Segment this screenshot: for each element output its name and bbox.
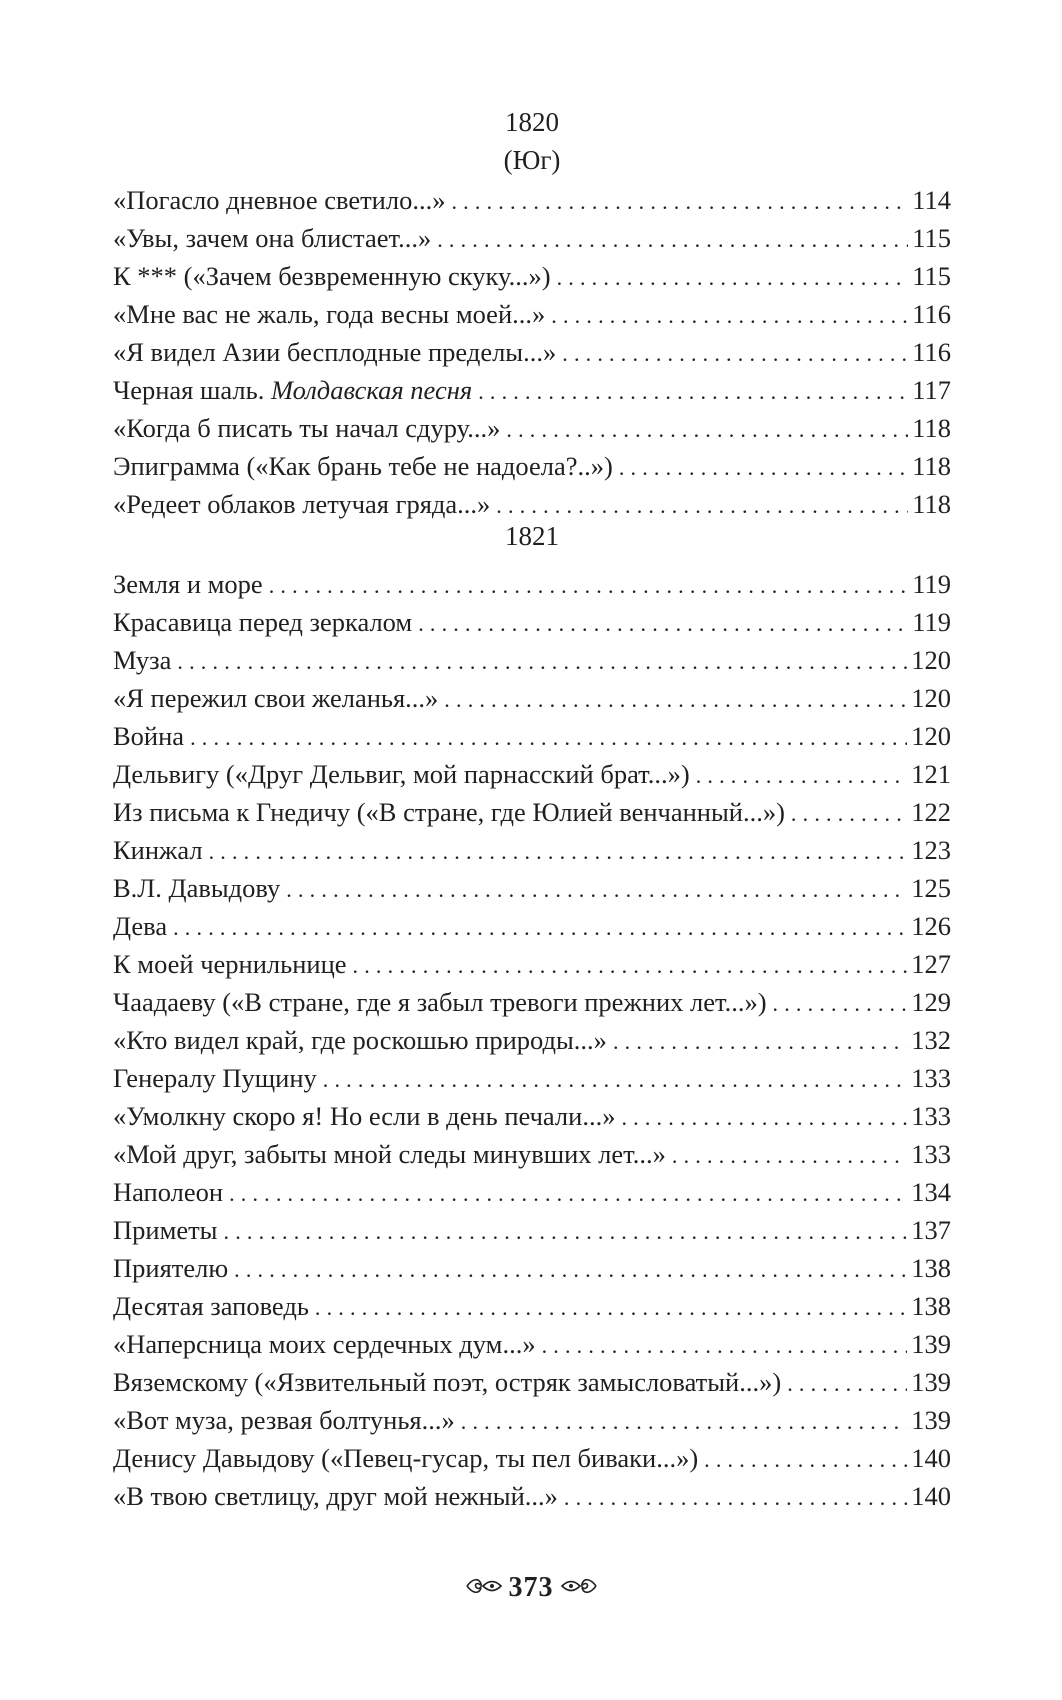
dot-leader xyxy=(190,719,907,757)
toc-entry[interactable] xyxy=(113,755,951,793)
toc-entry[interactable] xyxy=(113,1211,951,1249)
toc-entry-title: В.Л. Давыдову xyxy=(113,873,281,903)
toc-entry-page: 115 xyxy=(912,261,951,291)
toc-entry[interactable] xyxy=(113,717,951,755)
toc-entry-title: Дельвигу («Друг Дельвиг, мой парнасский брат...») xyxy=(113,759,690,789)
toc-entry-title: «Я пережил свои желанья...» xyxy=(113,683,439,713)
toc-entry-title: «Увы, зачем она блистает...» xyxy=(113,223,432,253)
toc-entry[interactable] xyxy=(113,1021,951,1059)
toc-entry-page: 118 xyxy=(912,451,951,481)
toc-entry-page: 123 xyxy=(911,835,951,865)
toc-entry[interactable] xyxy=(113,1249,951,1287)
toc-entry-page: 129 xyxy=(911,987,951,1017)
toc-entry-page: 121 xyxy=(911,759,951,789)
toc-entry-page: 139 xyxy=(911,1405,951,1435)
toc-entry-title: Вяземскому («Язвительный поэт, остряк замысловатый...») xyxy=(113,1367,782,1397)
toc-entry-page: 116 xyxy=(912,337,951,367)
toc-entry-title: Эпиграмма («Как брань тебе не надоела?..») xyxy=(113,451,613,481)
toc-entry[interactable] xyxy=(113,907,951,945)
toc-entry-title: «Редеет облаков летучая гряда...» xyxy=(113,489,491,519)
dot-leader xyxy=(564,1479,907,1517)
toc-entry-title: «Умолкну скоро я! Но если в день печали...» xyxy=(113,1101,616,1131)
dot-leader xyxy=(418,605,908,643)
toc-entry-title: Война xyxy=(113,721,185,751)
dot-leader xyxy=(353,947,908,985)
toc-entry[interactable] xyxy=(113,1401,951,1439)
toc-entry-page: 118 xyxy=(912,489,951,519)
toc-entry-title: Муза xyxy=(113,645,172,675)
toc-entry-page: 114 xyxy=(912,185,951,215)
dot-leader xyxy=(704,1441,907,1479)
toc-entry-title: Денису Давыдову («Певец-гусар, ты пел биваки...») xyxy=(113,1443,699,1473)
dot-leader xyxy=(478,373,908,411)
toc-entry-title: «Я видел Азии бесплодные пределы...» xyxy=(113,337,557,367)
toc-entry-page: 120 xyxy=(911,683,951,713)
toc-list-1820 xyxy=(113,181,951,523)
toc-entry-title: «Кто видел край, где роскошью природы...» xyxy=(113,1025,607,1055)
dot-leader xyxy=(787,1365,907,1403)
toc-entry[interactable] xyxy=(113,1135,951,1173)
toc-entry-title: Десятая заповедь xyxy=(113,1291,309,1321)
dot-leader xyxy=(461,1403,908,1441)
dot-leader xyxy=(621,1099,907,1137)
toc-entry[interactable] xyxy=(113,1173,951,1211)
section-heading-subtitle: (Юг) xyxy=(503,145,561,175)
toc-entry-page: 139 xyxy=(911,1329,951,1359)
toc-entry-page: 133 xyxy=(911,1139,951,1169)
toc-entry[interactable] xyxy=(113,1287,951,1325)
flourish-right-icon xyxy=(560,1574,598,1603)
toc-entry[interactable] xyxy=(113,565,951,603)
dot-leader xyxy=(672,1137,907,1175)
dot-leader xyxy=(619,449,908,487)
toc-entry-title: Дева xyxy=(113,911,168,941)
page-footer xyxy=(0,1572,1062,1604)
toc-entry-page: 127 xyxy=(911,949,951,979)
dot-leader xyxy=(173,909,907,947)
toc-entry-page: 120 xyxy=(911,721,951,751)
dot-leader xyxy=(229,1175,907,1213)
toc-entry-title: К *** («Зачем безвременную скуку...») xyxy=(113,261,551,291)
dot-leader xyxy=(269,567,909,605)
section-heading-year: 1821 xyxy=(505,521,559,551)
toc-entry-page: 138 xyxy=(911,1291,951,1321)
toc-entry-page: 132 xyxy=(911,1025,951,1055)
toc-entry[interactable] xyxy=(113,945,951,983)
dot-leader xyxy=(773,985,908,1023)
toc-entry[interactable] xyxy=(113,603,951,641)
toc-entry-title: Чаадаеву («В стране, где я забыл тревоги прежних лет...») xyxy=(113,987,767,1017)
toc-entry-page: 133 xyxy=(911,1101,951,1131)
toc-entry-title: «Наперсница моих сердечных дум...» xyxy=(113,1329,536,1359)
dot-leader xyxy=(451,183,908,221)
dot-leader xyxy=(437,221,908,259)
dot-leader xyxy=(791,795,907,833)
toc-entry[interactable] xyxy=(113,983,951,1021)
toc-entry-page: 125 xyxy=(911,873,951,903)
toc-entry[interactable] xyxy=(113,641,951,679)
toc-entry[interactable] xyxy=(113,793,951,831)
dot-leader xyxy=(506,411,908,449)
toc-entry-title: Из письма к Гнедичу («В стране, где Юлией венчанный...») xyxy=(113,797,785,827)
toc-entry-page: 137 xyxy=(911,1215,951,1245)
section-1820 xyxy=(113,103,951,523)
toc-entry-title: Приятелю xyxy=(113,1253,229,1283)
dot-leader xyxy=(562,335,908,373)
page-number: 373 xyxy=(508,1572,554,1603)
toc-entry-title: Красавица перед зеркалом xyxy=(113,607,413,637)
toc-entry-page: 117 xyxy=(912,375,951,405)
toc-list-1821 xyxy=(113,565,951,1515)
toc-entry-page: 140 xyxy=(911,1443,951,1473)
toc-entry-title: Земля и море xyxy=(113,569,263,599)
toc-entry[interactable] xyxy=(113,1363,951,1401)
toc-entry[interactable] xyxy=(113,679,951,717)
toc-entry-title: «Погасло дневное светило...» xyxy=(113,185,446,215)
toc-entry-title: «Мой друг, забыты мной следы минувших лет...» xyxy=(113,1139,666,1169)
dot-leader xyxy=(209,833,908,871)
toc-entry[interactable] xyxy=(113,1059,951,1097)
toc-entry-page: 120 xyxy=(911,645,951,675)
toc-entry-title: Приметы xyxy=(113,1215,218,1245)
toc-entry[interactable] xyxy=(113,333,951,371)
toc-entry[interactable] xyxy=(113,219,951,257)
toc-entry[interactable] xyxy=(113,1097,951,1135)
toc-entry[interactable] xyxy=(113,1325,951,1363)
toc-entry-title: К моей чернильнице xyxy=(113,949,347,979)
toc-entry-title: «Когда б писать ты начал сдуру...» xyxy=(113,413,501,443)
toc-entry[interactable] xyxy=(113,257,951,295)
toc-entry[interactable] xyxy=(113,831,951,869)
toc-entry-page: 119 xyxy=(912,607,951,637)
toc-entry-title: «Вот муза, резвая болтунья...» xyxy=(113,1405,455,1435)
toc-entry-title: Генералу Пущину xyxy=(113,1063,317,1093)
dot-leader xyxy=(323,1061,907,1099)
toc-entry-page: 138 xyxy=(911,1253,951,1283)
toc-entry[interactable] xyxy=(113,1439,951,1477)
toc-entry[interactable] xyxy=(113,409,951,447)
toc-entry-page: 116 xyxy=(912,299,951,329)
toc-entry[interactable] xyxy=(113,181,951,219)
toc-entry-title: Кинжал xyxy=(113,835,203,865)
section-heading-year: 1820 xyxy=(505,107,559,137)
dot-leader xyxy=(696,757,908,795)
toc-entry-page: 115 xyxy=(912,223,951,253)
toc-entry[interactable] xyxy=(113,295,951,333)
toc-entry-page: 139 xyxy=(911,1367,951,1397)
toc-entry-title: «Мне вас не жаль, года весны моей...» xyxy=(113,299,546,329)
dot-leader xyxy=(557,259,909,297)
dot-leader xyxy=(613,1023,907,1061)
toc-entry-subtitle: Молдавская песня xyxy=(270,375,473,405)
toc-entry-page: 133 xyxy=(911,1063,951,1093)
toc-entry-page: 118 xyxy=(912,413,951,443)
dot-leader xyxy=(286,871,907,909)
toc-entry-page: 122 xyxy=(911,797,951,827)
dot-leader xyxy=(444,681,907,719)
toc-entry-page: 126 xyxy=(911,911,951,941)
toc-entry-title: Черная шаль. Молдавская песня xyxy=(113,375,473,405)
toc-entry-page: 134 xyxy=(911,1177,951,1207)
toc-entry-page: 140 xyxy=(911,1481,951,1511)
toc-entry[interactable] xyxy=(113,371,951,409)
toc-entry[interactable] xyxy=(113,1477,951,1515)
toc-entry-title: «В твою светлицу, друг мой нежный...» xyxy=(113,1481,558,1511)
flourish-left-icon xyxy=(465,1574,503,1603)
toc-entry[interactable] xyxy=(113,447,951,485)
dot-leader xyxy=(315,1289,907,1327)
dot-leader xyxy=(551,297,908,335)
toc-entry[interactable] xyxy=(113,869,951,907)
dot-leader xyxy=(224,1213,908,1251)
toc-entry-title: Наполеон xyxy=(113,1177,224,1207)
dot-leader xyxy=(177,643,907,681)
toc-entry-page: 119 xyxy=(912,569,951,599)
section-1821 xyxy=(113,517,951,1515)
dot-leader xyxy=(542,1327,908,1365)
dot-leader xyxy=(234,1251,907,1289)
